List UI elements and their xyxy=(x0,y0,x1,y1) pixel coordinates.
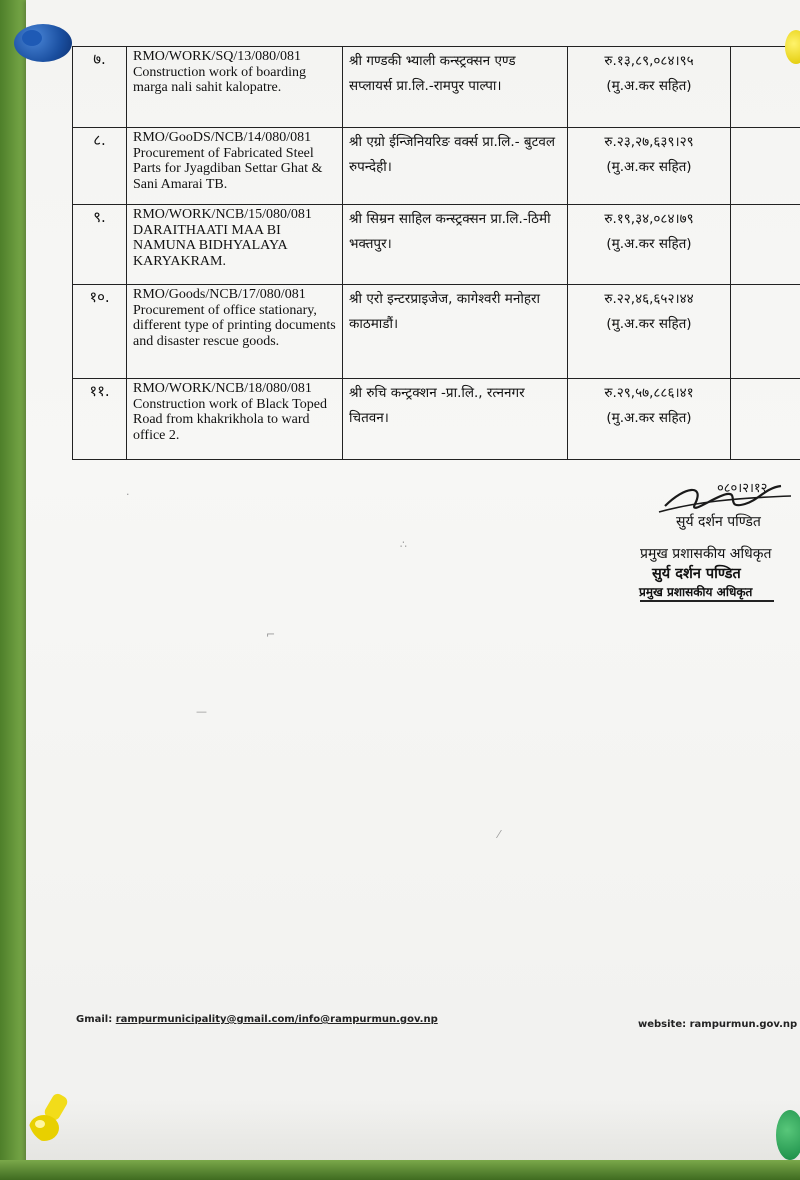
yellow-pushpin-icon xyxy=(785,30,800,64)
signatory-name-handwritten: सुर्य दर्शन पण्डित xyxy=(676,514,761,530)
stamp-underline xyxy=(640,600,774,602)
table-row xyxy=(73,285,800,379)
vat-note: (मु.अ.कर सहित) xyxy=(606,78,692,94)
serial-number: १०. xyxy=(73,285,127,379)
table-row xyxy=(73,379,800,460)
contract-amount: रु.२३,२७,६३९।२९ xyxy=(604,134,694,150)
footer-website-label: website: xyxy=(638,1019,687,1030)
serial-number: ८. xyxy=(73,128,127,205)
tender-description: RMO/WORK/NCB/15/080/081 DARAITHAATI MAA BI NAMUNA BIDHYALAYA KARYAKRAM. xyxy=(127,205,343,285)
vat-note: (मु.अ.कर सहित) xyxy=(606,236,692,252)
serial-number: ११. xyxy=(73,379,127,460)
green-pushpin-icon xyxy=(776,1110,800,1160)
contractor-name: श्री गण्डकी भ्याली कन्स्ट्रक्सन एण्ड सप्लायर्स प्रा.लि.-रामपुर पाल्पा। xyxy=(343,47,568,128)
contractor-name: श्री सिम्रन साहिल कन्स्ट्रक्सन प्रा.लि.-ठिमी भक्तपुर। xyxy=(343,205,568,285)
vat-note: (मु.अ.कर सहित) xyxy=(606,410,692,426)
stamp-title: प्रमुख प्रशासकीय अधिकृत xyxy=(639,585,753,599)
tender-description: RMO/GooDS/NCB/14/080/081 Procurement of Fabricated Steel Parts for Jyagdiban Settar Ghat & Sani Amarai TB. xyxy=(127,128,343,205)
footer-website-address[interactable]: rampurmun.gov.np xyxy=(689,1019,798,1030)
contractor-name: श्री एरो इन्टरप्राइजेज, कागेश्वरी मनोहरा काठमाडौं। xyxy=(343,285,568,379)
footer-email-address[interactable]: rampurmunicipality@gmail.com/info@rampurmun.gov.np xyxy=(115,1014,438,1025)
blue-pushpin-icon xyxy=(14,24,72,62)
contractor-name: श्री एग्रो ईन्जिनियरिङ वर्क्स प्रा.लि.- बुटवल रुपन्देही। xyxy=(343,128,568,205)
paper-fold-shadow xyxy=(26,1100,800,1165)
contract-amount: रु.२२,४६,६५२।४४ xyxy=(604,291,694,307)
blank-cell xyxy=(731,205,800,285)
paper-speck: ⁄ xyxy=(498,828,500,841)
contract-amount: रु.१३,८९,०८४।९५ xyxy=(604,53,694,69)
footer-email xyxy=(76,1014,438,1025)
vat-note: (मु.अ.कर सहित) xyxy=(606,316,692,332)
contract-amount-cell xyxy=(568,128,731,205)
blank-cell xyxy=(731,285,800,379)
serial-number: ९. xyxy=(73,205,127,285)
blue-pushpin-head-icon xyxy=(22,30,42,46)
paper-speck: · xyxy=(126,488,130,501)
tender-description: RMO/Goods/NCB/17/080/081 Procurement of office stationary, different type of printing documents and disaster rescue goods. xyxy=(127,285,343,379)
tender-description: RMO/WORK/SQ/13/080/081 Construction work of boarding marga nali sahit kalopatre. xyxy=(127,47,343,128)
table-row xyxy=(73,128,800,205)
contract-amount-cell xyxy=(568,285,731,379)
contract-amount-cell xyxy=(568,379,731,460)
blank-cell xyxy=(731,128,800,205)
contract-amount: रु.२९,५७,८८६।४१ xyxy=(604,385,694,401)
contract-amount-cell xyxy=(568,47,731,128)
contract-amount-cell xyxy=(568,205,731,285)
signatory-title-handwritten: प्रमुख प्रशासकीय अधिकृत xyxy=(640,546,772,562)
table-row xyxy=(73,47,800,128)
contract-amount: रु.१९,३४,०८४।७९ xyxy=(604,211,694,227)
paper-speck: ∴ xyxy=(400,538,407,551)
contractor-name: श्री रुचि कन्ट्रक्शन -प्रा.लि., रत्ननगर चितवन। xyxy=(343,379,568,460)
paper-speck: — xyxy=(196,705,207,718)
tender-description: RMO/WORK/NCB/18/080/081 Construction work of Black Toped Road from khakrikhola to ward office 2. xyxy=(127,379,343,460)
yellow-pushpin-icon xyxy=(28,1088,78,1144)
procurement-table xyxy=(72,46,800,460)
footer-website xyxy=(638,1019,797,1030)
signature-date: ०८०।२।१२ xyxy=(717,481,768,496)
vat-note: (मु.अ.कर सहित) xyxy=(606,159,692,175)
serial-number: ७. xyxy=(73,47,127,128)
footer-email-label: Gmail: xyxy=(76,1014,113,1025)
paper-speck: ⌐ xyxy=(266,628,276,641)
blank-cell xyxy=(731,379,800,460)
stamp-name: सुर्य दर्शन पण्डित xyxy=(652,566,741,582)
table-row xyxy=(73,205,800,285)
grass-background-bottom xyxy=(0,1160,800,1180)
